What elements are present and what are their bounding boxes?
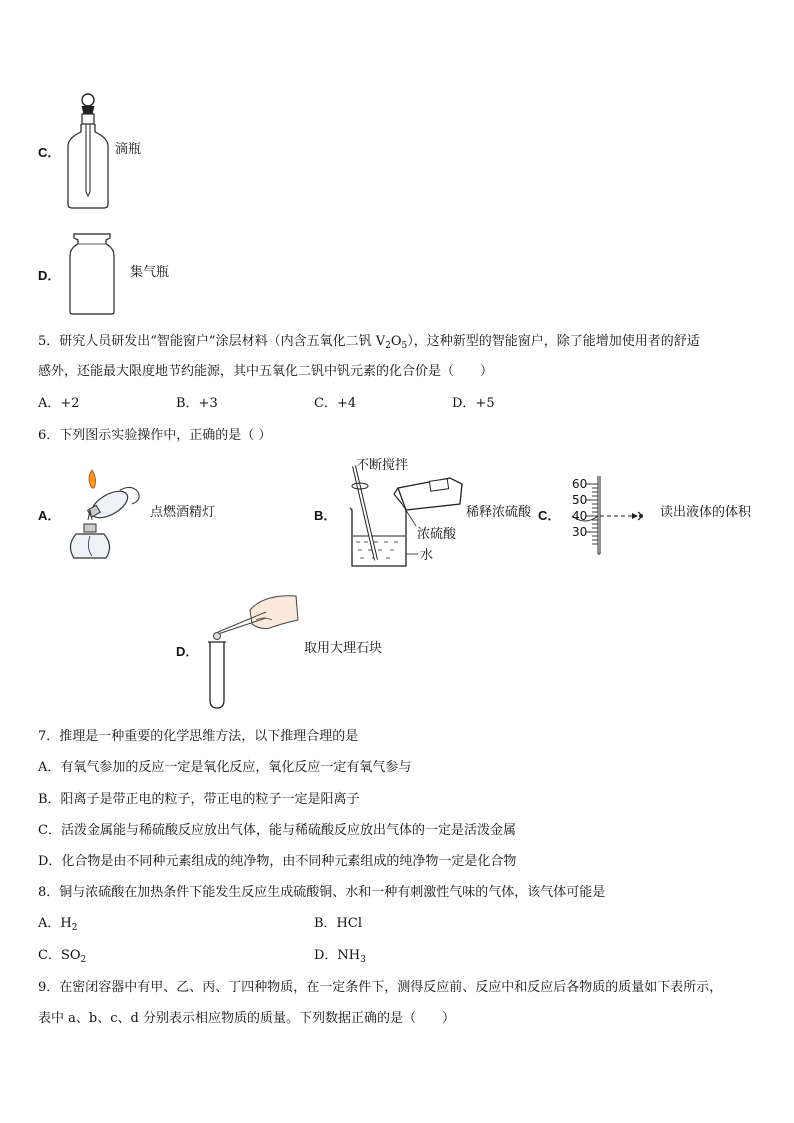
scale-tick-label: 40 <box>572 509 588 523</box>
option-text: C．SO <box>38 948 81 963</box>
option-c <box>38 948 86 964</box>
option-c: C．+4 <box>314 396 357 411</box>
option-text: 集气瓶 <box>130 265 170 280</box>
option-letter: A． <box>38 508 61 523</box>
option-a: A．+2 <box>38 396 80 411</box>
annotation-acid: 浓硫酸 <box>417 527 457 542</box>
annotation-water: 水 <box>420 548 434 563</box>
option-b: B．HCl <box>314 916 362 931</box>
option-text: 稀释浓硫酸 <box>466 505 532 520</box>
option-a <box>38 916 77 932</box>
question-9-line-2: 表中 a、b、c、d 分别表示相应物质的质量。下列数据正确的是（ ） <box>38 1011 455 1026</box>
option-text: A．H <box>38 916 72 931</box>
question-5-line-1 <box>38 334 700 350</box>
question-5-line-2: 感外，还能最大限度地节约能源，其中五氧化二钒中钒元素的化合价是（ ） <box>38 364 494 379</box>
option-b: B．阳离子是带正电的粒子，带正电的粒子一定是阳离子 <box>38 792 360 807</box>
gas-jar-icon <box>64 232 120 316</box>
option-letter: C． <box>538 508 561 523</box>
option-text: 读出液体的体积 <box>660 505 752 520</box>
option-c: C．活泼金属能与稀硫酸反应放出气体，能与稀硫酸反应放出气体的一定是活泼金属 <box>38 823 516 838</box>
q5-text-a: 5．研究人员研发出“智能窗户”涂层材料（内含五氧化二钒 V <box>38 334 386 349</box>
question-7-stem: 7．推理是一种重要的化学思维方法，以下推理合理的是 <box>38 729 359 744</box>
option-letter: D． <box>176 644 199 659</box>
annotation-stir: 不断搅拌 <box>356 458 409 473</box>
subscript: 2 <box>385 341 391 351</box>
scale-tick-label: 30 <box>572 525 588 539</box>
option-a: A．有氧气参加的反应一定是氧化反应，氧化反应一定有氧气参与 <box>38 760 412 775</box>
option-letter: C． <box>38 145 61 160</box>
question-6-stem: 6．下列图示实验操作中，正确的是（ ） <box>38 428 272 443</box>
option-text: 取用大理石块 <box>304 641 383 656</box>
option-text: 滴瓶 <box>115 142 142 157</box>
option-text: 点燃酒精灯 <box>150 505 216 520</box>
subscript: 2 <box>71 923 78 933</box>
option-letter: B． <box>314 508 337 523</box>
subscript: 5 <box>401 341 408 351</box>
q5-text-mid: O <box>390 334 402 349</box>
question-8-stem: 8．铜与浓硫酸在加热条件下能发生反应生成硫酸铜、水和一种有刺激性气味的气体，该气体可能是 <box>38 885 606 900</box>
option-d: D．+5 <box>452 396 495 411</box>
tweezers-test-tube-icon <box>200 590 310 714</box>
option-letter: D． <box>38 268 61 283</box>
scale-tick-label: 60 <box>572 477 588 491</box>
alcohol-lamp-icon <box>62 470 152 570</box>
dropper-bottle-icon <box>62 92 122 212</box>
option-d: D．化合物是由不同种元素组成的纯净物，由不同种元素组成的纯净物一定是化合物 <box>38 854 517 869</box>
subscript: 3 <box>360 955 366 965</box>
q5-text-b: ），这种新型的智能窗户，除了能增加使用者的舒适 <box>407 334 700 349</box>
option-d <box>314 948 366 964</box>
scale-tick-label: 50 <box>572 493 588 507</box>
question-9-line-1: 9．在密闭容器中有甲、乙、丙、丁四种物质，在一定条件下，测得反应前、反应中和反应后各物质的质量如下表所示， <box>38 980 723 995</box>
dilution-setup-icon <box>340 458 470 570</box>
subscript: 2 <box>80 955 87 965</box>
option-b: B．+3 <box>176 396 218 411</box>
option-text: D．NH <box>314 948 361 963</box>
